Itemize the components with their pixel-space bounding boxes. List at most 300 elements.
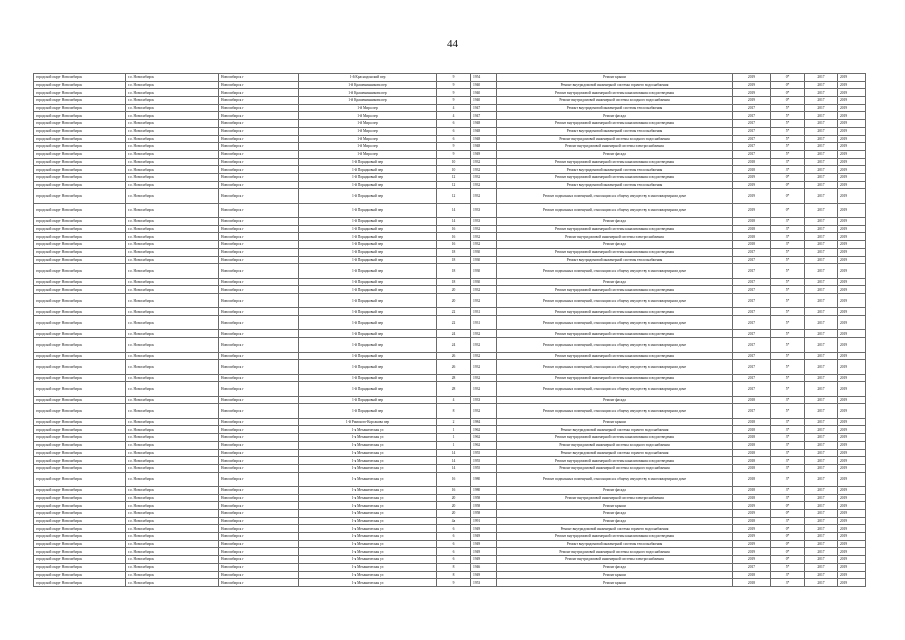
cell-street: 1-я Механическая ул	[299, 540, 437, 548]
table-row	[34, 360, 866, 374]
cell-period-start: 2017	[805, 464, 838, 472]
cell-build-year: 1932	[471, 382, 497, 396]
cell-rank: 3*	[771, 486, 805, 494]
cell-street: 1-й Порядковый пер	[299, 158, 437, 166]
cell-period-start: 2017	[805, 112, 838, 120]
cell-house-number: 9	[437, 579, 471, 587]
cell-house-number: 12	[437, 181, 471, 189]
cell-work-type: Ремонт фасада	[497, 510, 733, 518]
cell-settlement: Новосибирск г	[219, 278, 299, 286]
table-row	[34, 97, 866, 105]
cell-period-start: 2017	[805, 316, 838, 330]
cell-period-end: 2019	[838, 579, 866, 587]
cell-period-start: 2017	[805, 494, 838, 502]
cell-period-end: 2019	[838, 374, 866, 382]
cell-municipality: городской округ Новосибирск	[34, 135, 126, 143]
cell-locality-type: г.о. Новосибирск	[126, 135, 219, 143]
cell-build-year: 1932	[471, 173, 497, 181]
cell-street: 1-я Механическая ул	[299, 494, 437, 502]
cell-rank: 0*	[771, 203, 805, 217]
cell-period-start: 2017	[805, 486, 838, 494]
cell-house-number: 16	[437, 225, 471, 233]
cell-period-start: 2017	[805, 74, 838, 82]
cell-rank: 0*	[771, 189, 805, 203]
table-row	[34, 556, 866, 564]
table-row	[34, 472, 866, 486]
cell-build-year: 1931	[471, 316, 497, 330]
cell-municipality: городской округ Новосибирск	[34, 374, 126, 382]
cell-house-number: 20	[437, 293, 471, 307]
cell-build-year: 1962	[471, 441, 497, 449]
cell-settlement: Новосибирск г	[219, 571, 299, 579]
cell-planned-year: 2017	[733, 264, 771, 278]
cell-house-number: 26	[437, 352, 471, 360]
cell-municipality: городской округ Новосибирск	[34, 308, 126, 316]
table-row	[34, 143, 866, 151]
cell-settlement: Новосибирск г	[219, 338, 299, 352]
cell-period-end: 2019	[838, 104, 866, 112]
cell-locality-type: г.о. Новосибирск	[126, 418, 219, 426]
cell-street: 1-й Порядковый пер	[299, 360, 437, 374]
cell-period-end: 2019	[838, 464, 866, 472]
cell-house-number: 8	[437, 571, 471, 579]
cell-street: 1-й Порядковый пер	[299, 382, 437, 396]
cell-municipality: городской округ Новосибирск	[34, 89, 126, 97]
cell-period-start: 2017	[805, 449, 838, 457]
cell-build-year: 1955	[471, 464, 497, 472]
cell-build-year: 1932	[471, 233, 497, 241]
cell-settlement: Новосибирск г	[219, 74, 299, 82]
cell-planned-year: 2018	[733, 218, 771, 226]
cell-period-start: 2017	[805, 338, 838, 352]
cell-build-year: 1932	[471, 166, 497, 174]
cell-period-end: 2019	[838, 135, 866, 143]
cell-planned-year: 2018	[733, 166, 771, 174]
cell-locality-type: г.о. Новосибирск	[126, 517, 219, 525]
cell-rank: 3*	[771, 225, 805, 233]
cell-municipality: городской округ Новосибирск	[34, 382, 126, 396]
cell-planned-year: 2017	[733, 120, 771, 128]
cell-house-number: 24	[437, 330, 471, 338]
cell-period-end: 2019	[838, 97, 866, 105]
cell-work-type: Ремонт фасада	[497, 517, 733, 525]
cell-municipality: городской округ Новосибирск	[34, 404, 126, 418]
cell-period-start: 2017	[805, 143, 838, 151]
cell-period-start: 2017	[805, 158, 838, 166]
cell-planned-year: 2019	[733, 203, 771, 217]
cell-settlement: Новосибирск г	[219, 510, 299, 518]
page-number: 44	[447, 38, 458, 50]
cell-planned-year: 2017	[733, 278, 771, 286]
cell-period-start: 2017	[805, 426, 838, 434]
cell-rank: 3*	[771, 233, 805, 241]
cell-rank: 3*	[771, 517, 805, 525]
cell-work-type: Ремонт фасада	[497, 486, 733, 494]
cell-rank: 0*	[771, 81, 805, 89]
cell-work-type: Ремонт фасада	[497, 396, 733, 404]
cell-house-number: 1	[437, 441, 471, 449]
cell-house-number: 1	[437, 434, 471, 442]
cell-settlement: Новосибирск г	[219, 525, 299, 533]
cell-locality-type: г.о. Новосибирск	[126, 571, 219, 579]
cell-street: 1-я Механическая ул	[299, 426, 437, 434]
cell-settlement: Новосибирск г	[219, 382, 299, 396]
cell-locality-type: г.о. Новосибирск	[126, 308, 219, 316]
cell-build-year: 1932	[471, 189, 497, 203]
cell-work-type: Ремонт подвальных помещений, относящихся к общему имуществу в многоквартирном доме	[497, 360, 733, 374]
cell-period-start: 2017	[805, 248, 838, 256]
cell-settlement: Новосибирск г	[219, 352, 299, 360]
cell-street: 1-я Механическая ул	[299, 556, 437, 564]
cell-settlement: Новосибирск г	[219, 181, 299, 189]
cell-period-end: 2019	[838, 571, 866, 579]
cell-period-end: 2019	[838, 256, 866, 264]
cell-build-year: 1932	[471, 181, 497, 189]
cell-work-type: Ремонт внутридомовой инженерной системы канализования и водоотведения	[497, 374, 733, 382]
cell-settlement: Новосибирск г	[219, 374, 299, 382]
cell-period-start: 2017	[805, 418, 838, 426]
cell-build-year: 1932	[471, 293, 497, 307]
cell-work-type: Ремонт внутридомовой инженерной системы электроснабжения	[497, 494, 733, 502]
cell-planned-year: 2018	[733, 571, 771, 579]
repair-schedule-table	[33, 73, 866, 587]
table-row	[34, 434, 866, 442]
cell-house-number: 2	[437, 418, 471, 426]
cell-rank: 0*	[771, 97, 805, 105]
cell-period-start: 2017	[805, 360, 838, 374]
table-row	[34, 173, 866, 181]
cell-street: 1-й Порядковый пер	[299, 256, 437, 264]
cell-house-number: 6	[437, 120, 471, 128]
cell-locality-type: г.о. Новосибирск	[126, 338, 219, 352]
cell-planned-year: 2017	[733, 150, 771, 158]
cell-settlement: Новосибирск г	[219, 464, 299, 472]
cell-locality-type: г.о. Новосибирск	[126, 486, 219, 494]
table-row	[34, 104, 866, 112]
table-row	[34, 441, 866, 449]
cell-build-year: 1949	[471, 525, 497, 533]
table-row	[34, 264, 866, 278]
cell-period-start: 2017	[805, 571, 838, 579]
cell-street: 1-й Мира пер	[299, 143, 437, 151]
table-row	[34, 571, 866, 579]
cell-period-start: 2017	[805, 278, 838, 286]
cell-build-year: 1948	[471, 120, 497, 128]
cell-municipality: городской округ Новосибирск	[34, 264, 126, 278]
cell-street: 1-й Крашенинникова пер	[299, 89, 437, 97]
cell-planned-year: 2018	[733, 449, 771, 457]
cell-municipality: городской округ Новосибирск	[34, 426, 126, 434]
cell-planned-year: 2019	[733, 81, 771, 89]
cell-period-end: 2019	[838, 330, 866, 338]
cell-locality-type: г.о. Новосибирск	[126, 89, 219, 97]
cell-municipality: городской округ Новосибирск	[34, 525, 126, 533]
cell-municipality: городской округ Новосибирск	[34, 457, 126, 465]
cell-locality-type: г.о. Новосибирск	[126, 404, 219, 418]
cell-period-start: 2017	[805, 502, 838, 510]
cell-build-year: 1933	[471, 218, 497, 226]
cell-period-start: 2017	[805, 525, 838, 533]
cell-work-type: Ремонт внутридомовой инженерной системы холодного водоснабжения	[497, 97, 733, 105]
cell-work-type: Ремонт внутридомовой инженерной системы канализования и водоотведения	[497, 248, 733, 256]
cell-street: 1-я Механическая ул	[299, 464, 437, 472]
cell-street: 1-й Порядковый пер	[299, 225, 437, 233]
cell-work-type: Ремонт внутридомовой инженерной системы теплоснабжения	[497, 181, 733, 189]
cell-street: 1-я Механическая ул	[299, 449, 437, 457]
cell-house-number: 4	[437, 396, 471, 404]
cell-municipality: городской округ Новосибирск	[34, 278, 126, 286]
cell-house-number: 1	[437, 426, 471, 434]
cell-street: 1-й Порядковый пер	[299, 286, 437, 294]
cell-municipality: городской округ Новосибирск	[34, 143, 126, 151]
cell-planned-year: 2018	[733, 579, 771, 587]
cell-municipality: городской округ Новосибирск	[34, 396, 126, 404]
cell-period-end: 2019	[838, 241, 866, 249]
cell-house-number: 18	[437, 278, 471, 286]
cell-rank: 5*	[771, 264, 805, 278]
cell-period-start: 2017	[805, 352, 838, 360]
cell-locality-type: г.о. Новосибирск	[126, 548, 219, 556]
cell-period-end: 2019	[838, 127, 866, 135]
cell-period-start: 2017	[805, 173, 838, 181]
cell-build-year: 1932	[471, 360, 497, 374]
cell-municipality: городской округ Новосибирск	[34, 464, 126, 472]
cell-house-number: 10	[437, 158, 471, 166]
cell-work-type: Ремонт крыши	[497, 418, 733, 426]
cell-street: 1-й Порядковый пер	[299, 316, 437, 330]
cell-rank: 3*	[771, 579, 805, 587]
cell-period-end: 2019	[838, 173, 866, 181]
cell-locality-type: г.о. Новосибирск	[126, 441, 219, 449]
cell-settlement: Новосибирск г	[219, 293, 299, 307]
cell-settlement: Новосибирск г	[219, 166, 299, 174]
cell-street: 1-й Крашенинникова пер	[299, 97, 437, 105]
cell-work-type: Ремонт внутридомовой инженерной системы горячего водоснабжения	[497, 81, 733, 89]
cell-locality-type: г.о. Новосибирск	[126, 150, 219, 158]
cell-build-year: 1948	[471, 135, 497, 143]
cell-settlement: Новосибирск г	[219, 233, 299, 241]
cell-municipality: городской округ Новосибирск	[34, 533, 126, 541]
cell-rank: 0*	[771, 74, 805, 82]
cell-period-end: 2019	[838, 426, 866, 434]
cell-rank: 5*	[771, 330, 805, 338]
cell-street: 1-й Мира пер	[299, 127, 437, 135]
cell-period-end: 2019	[838, 308, 866, 316]
cell-rank: 3*	[771, 449, 805, 457]
table-body	[34, 74, 866, 587]
cell-work-type: Ремонт подвальных помещений, относящихся к общему имуществу в многоквартирном доме	[497, 404, 733, 418]
table-row	[34, 517, 866, 525]
cell-locality-type: г.о. Новосибирск	[126, 104, 219, 112]
cell-settlement: Новосибирск г	[219, 449, 299, 457]
cell-planned-year: 2017	[733, 374, 771, 382]
cell-municipality: городской округ Новосибирск	[34, 158, 126, 166]
cell-settlement: Новосибирск г	[219, 404, 299, 418]
cell-planned-year: 2018	[733, 494, 771, 502]
cell-work-type: Ремонт фасада	[497, 241, 733, 249]
cell-period-start: 2017	[805, 150, 838, 158]
cell-settlement: Новосибирск г	[219, 97, 299, 105]
cell-period-start: 2017	[805, 556, 838, 564]
cell-house-number: 16	[437, 472, 471, 486]
cell-house-number: 18	[437, 256, 471, 264]
cell-period-end: 2019	[838, 441, 866, 449]
cell-locality-type: г.о. Новосибирск	[126, 181, 219, 189]
cell-planned-year: 2019	[733, 548, 771, 556]
table-row	[34, 248, 866, 256]
cell-build-year: 1933	[471, 396, 497, 404]
cell-rank: 5*	[771, 352, 805, 360]
cell-street: 1-й Порядковый пер	[299, 181, 437, 189]
cell-settlement: Новосибирск г	[219, 502, 299, 510]
cell-rank: 5*	[771, 248, 805, 256]
cell-locality-type: г.о. Новосибирск	[126, 293, 219, 307]
cell-build-year: 1949	[471, 556, 497, 564]
cell-locality-type: г.о. Новосибирск	[126, 464, 219, 472]
cell-house-number: 6	[437, 540, 471, 548]
cell-work-type: Ремонт внутридомовой инженерной системы электроснабжения	[497, 233, 733, 241]
cell-period-end: 2019	[838, 338, 866, 352]
table-row	[34, 241, 866, 249]
cell-work-type: Ремонт внутридомовой инженерной системы канализования и водоотведения	[497, 434, 733, 442]
cell-work-type: Ремонт внутридомовой инженерной системы канализования и водоотведения	[497, 457, 733, 465]
cell-rank: 5*	[771, 286, 805, 294]
cell-rank: 5*	[771, 338, 805, 352]
cell-locality-type: г.о. Новосибирск	[126, 173, 219, 181]
cell-period-start: 2017	[805, 256, 838, 264]
cell-municipality: городской округ Новосибирск	[34, 579, 126, 587]
cell-municipality: городской округ Новосибирск	[34, 120, 126, 128]
cell-settlement: Новосибирск г	[219, 486, 299, 494]
cell-period-start: 2017	[805, 293, 838, 307]
cell-work-type: Ремонт внутридомовой инженерной системы канализования и водоотведения	[497, 533, 733, 541]
cell-municipality: городской округ Новосибирск	[34, 449, 126, 457]
cell-locality-type: г.о. Новосибирск	[126, 256, 219, 264]
cell-settlement: Новосибирск г	[219, 579, 299, 587]
cell-planned-year: 2019	[733, 525, 771, 533]
cell-street: 1-й Порядковый пер	[299, 203, 437, 217]
cell-planned-year: 2018	[733, 464, 771, 472]
cell-build-year: 1932	[471, 286, 497, 294]
cell-settlement: Новосибирск г	[219, 173, 299, 181]
cell-period-start: 2017	[805, 120, 838, 128]
cell-house-number: 6	[437, 548, 471, 556]
cell-planned-year: 2018	[733, 434, 771, 442]
cell-build-year: 1962	[471, 426, 497, 434]
cell-period-start: 2017	[805, 540, 838, 548]
cell-street: 1-я Механическая ул	[299, 517, 437, 525]
cell-build-year: 1953	[471, 579, 497, 587]
cell-build-year: 1949	[471, 150, 497, 158]
cell-rank: 3*	[771, 218, 805, 226]
cell-street: 1-й Порядковый пер	[299, 330, 437, 338]
table-row	[34, 533, 866, 541]
cell-period-start: 2017	[805, 330, 838, 338]
cell-house-number: 20	[437, 286, 471, 294]
cell-street: 1-й Порядковый пер	[299, 189, 437, 203]
cell-rank: 0*	[771, 510, 805, 518]
cell-house-number: 4	[437, 104, 471, 112]
cell-rank: 5*	[771, 120, 805, 128]
cell-work-type: Ремонт подвальных помещений, относящихся к общему имуществу в многоквартирном доме	[497, 338, 733, 352]
cell-period-end: 2019	[838, 248, 866, 256]
cell-municipality: городской округ Новосибирск	[34, 81, 126, 89]
cell-build-year: 1940	[471, 81, 497, 89]
table-row	[34, 494, 866, 502]
cell-municipality: городской округ Новосибирск	[34, 127, 126, 135]
cell-work-type: Ремонт внутридомовой инженерной системы электроснабжения	[497, 556, 733, 564]
cell-planned-year: 2017	[733, 330, 771, 338]
cell-locality-type: г.о. Новосибирск	[126, 286, 219, 294]
table-row	[34, 426, 866, 434]
cell-build-year: 1962	[471, 434, 497, 442]
table-row	[34, 127, 866, 135]
cell-build-year: 1940	[471, 89, 497, 97]
cell-planned-year: 2019	[733, 510, 771, 518]
cell-municipality: городской округ Новосибирск	[34, 441, 126, 449]
cell-locality-type: г.о. Новосибирск	[126, 218, 219, 226]
cell-street: 1-й Порядковый пер	[299, 233, 437, 241]
cell-locality-type: г.о. Новосибирск	[126, 563, 219, 571]
cell-build-year: 1940	[471, 97, 497, 105]
cell-municipality: городской округ Новосибирск	[34, 330, 126, 338]
cell-rank: 5*	[771, 563, 805, 571]
cell-period-end: 2019	[838, 382, 866, 396]
cell-municipality: городской округ Новосибирск	[34, 173, 126, 181]
cell-period-start: 2017	[805, 548, 838, 556]
table-row	[34, 203, 866, 217]
table-row	[34, 89, 866, 97]
cell-planned-year: 2017	[733, 104, 771, 112]
table-row	[34, 382, 866, 396]
cell-house-number: 9	[437, 143, 471, 151]
cell-locality-type: г.о. Новосибирск	[126, 316, 219, 330]
cell-build-year: 1933	[471, 203, 497, 217]
cell-street: 1-й Порядковый пер	[299, 264, 437, 278]
cell-planned-year: 2018	[733, 158, 771, 166]
cell-rank: 5*	[771, 112, 805, 120]
cell-house-number: 9	[437, 89, 471, 97]
cell-street: 1-й Мира пер	[299, 112, 437, 120]
cell-build-year: 1958	[471, 510, 497, 518]
table-row	[34, 181, 866, 189]
cell-rank: 3*	[771, 166, 805, 174]
cell-period-start: 2017	[805, 510, 838, 518]
table-row	[34, 464, 866, 472]
cell-planned-year: 2019	[733, 97, 771, 105]
cell-street: 1-я Механическая ул	[299, 548, 437, 556]
cell-street: 1-й Крашенинникова пер	[299, 81, 437, 89]
cell-period-end: 2019	[838, 293, 866, 307]
cell-municipality: городской округ Новосибирск	[34, 74, 126, 82]
cell-rank: 3*	[771, 418, 805, 426]
cell-period-end: 2019	[838, 286, 866, 294]
cell-settlement: Новосибирск г	[219, 264, 299, 278]
cell-period-start: 2017	[805, 533, 838, 541]
cell-period-end: 2019	[838, 434, 866, 442]
cell-house-number: 28	[437, 382, 471, 396]
cell-house-number: 14	[437, 449, 471, 457]
cell-rank: 5*	[771, 360, 805, 374]
cell-municipality: городской округ Новосибирск	[34, 556, 126, 564]
cell-rank: 0*	[771, 533, 805, 541]
cell-municipality: городской округ Новосибирск	[34, 548, 126, 556]
cell-settlement: Новосибирск г	[219, 135, 299, 143]
cell-rank: 3*	[771, 158, 805, 166]
cell-period-end: 2019	[838, 218, 866, 226]
cell-settlement: Новосибирск г	[219, 120, 299, 128]
cell-period-start: 2017	[805, 203, 838, 217]
